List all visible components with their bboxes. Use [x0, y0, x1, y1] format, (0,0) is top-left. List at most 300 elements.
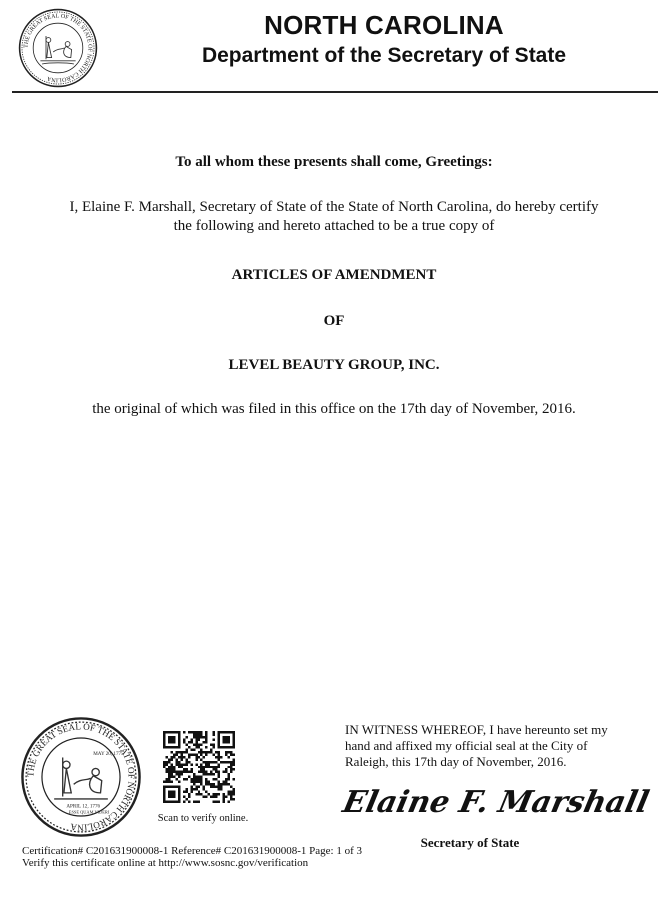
qr-module: [190, 786, 192, 788]
qr-module: [210, 743, 212, 745]
qr-module: [183, 756, 185, 758]
qr-module: [183, 796, 185, 798]
qr-module: [223, 796, 225, 798]
qr-module: [175, 771, 177, 773]
qr-module: [178, 773, 180, 775]
qr-module: [225, 768, 227, 770]
page-title: NORTH CAROLINA: [264, 10, 504, 40]
qr-module: [205, 731, 207, 733]
qr-module: [223, 781, 225, 783]
qr-module: [228, 783, 230, 785]
qr-module: [173, 766, 175, 768]
qr-module: [225, 783, 227, 785]
qr-module: [205, 791, 207, 793]
qr-module: [205, 736, 207, 738]
qr-module: [175, 778, 177, 780]
qr-module: [213, 766, 215, 768]
qr-module: [198, 791, 200, 793]
qr-module: [178, 801, 180, 803]
qr-module: [198, 771, 200, 773]
qr-module: [230, 768, 232, 770]
state-seal-icon: [20, 716, 142, 838]
qr-module: [180, 763, 182, 765]
qr-module: [170, 736, 172, 738]
qr-module: [233, 733, 235, 735]
qr-module: [218, 731, 220, 733]
signature: [339, 776, 652, 824]
qr-module: [188, 776, 190, 778]
qr-module: [168, 781, 170, 783]
qr-module: [223, 736, 225, 738]
qr-module: [208, 766, 210, 768]
qr-module: [175, 751, 177, 753]
qr-module: [200, 736, 202, 738]
qr-module: [193, 783, 195, 785]
qr-module: [230, 766, 232, 768]
qr-module: [195, 736, 197, 738]
qr-module: [200, 753, 202, 755]
qr-module: [185, 771, 187, 773]
qr-module: [168, 771, 170, 773]
qr-module: [213, 778, 215, 780]
witness-statement: [345, 722, 645, 770]
qr-module: [178, 796, 180, 798]
entity-name: LEVEL BEAUTY GROUP, INC.: [228, 357, 440, 373]
qr-module: [210, 796, 212, 798]
qr-module: [218, 766, 220, 768]
qr-module: [178, 743, 180, 745]
qr-module: [195, 788, 197, 790]
qr-module: [205, 761, 207, 763]
filed-line: the original of which was filed in this office on the 17th day of November, 2016.: [92, 401, 576, 417]
qr-module: [198, 743, 200, 745]
qr-module: [163, 798, 165, 800]
qr-module: [230, 763, 232, 765]
qr-module: [170, 756, 172, 758]
qr-module: [205, 738, 207, 740]
qr-module: [200, 733, 202, 735]
qr-module: [228, 761, 230, 763]
qr-module: [178, 738, 180, 740]
qr-module: [225, 731, 227, 733]
qr-module: [228, 766, 230, 768]
qr-module: [168, 738, 170, 740]
signature-text: Elaine F. Marshall: [339, 785, 652, 820]
qr-module: [170, 746, 172, 748]
qr-module: [233, 791, 235, 793]
qr-module: [198, 781, 200, 783]
qr-module: [233, 793, 235, 795]
qr-module: [225, 771, 227, 773]
qr-module: [228, 731, 230, 733]
document-type: ARTICLES OF AMENDMENT: [231, 267, 437, 283]
qr-module: [210, 783, 212, 785]
qr-module: [213, 738, 215, 740]
qr-module: [190, 731, 192, 733]
qr-module: [165, 801, 167, 803]
qr-module: [165, 763, 167, 765]
qr-module: [178, 736, 180, 738]
qr-module: [200, 751, 202, 753]
qr-module: [225, 778, 227, 780]
qr-module: [175, 758, 177, 760]
qr-module: [175, 753, 177, 755]
qr-module: [210, 771, 212, 773]
qr-module: [233, 788, 235, 790]
qr-module: [193, 788, 195, 790]
qr-module: [165, 771, 167, 773]
qr-module: [163, 763, 165, 765]
qr-module: [195, 746, 197, 748]
qr-module: [163, 738, 165, 740]
qr-module: [233, 738, 235, 740]
qr-module: [223, 731, 225, 733]
qr-module: [205, 781, 207, 783]
qr-module: [223, 801, 225, 803]
qr-module: [203, 786, 205, 788]
qr-module: [210, 786, 212, 788]
qr-module: [198, 736, 200, 738]
qr-module: [195, 776, 197, 778]
qr-module: [200, 768, 202, 770]
qr-code-icon[interactable]: [163, 731, 235, 803]
qr-module: [170, 763, 172, 765]
qr-module: [213, 753, 215, 755]
qr-module: [200, 781, 202, 783]
qr-module: [205, 733, 207, 735]
qr-module: [218, 753, 220, 755]
qr-module: [163, 786, 165, 788]
qr-module: [220, 756, 222, 758]
qr-module: [195, 778, 197, 780]
qr-module: [223, 738, 225, 740]
qr-module: [218, 786, 220, 788]
qr-module: [228, 791, 230, 793]
qr-module: [220, 788, 222, 790]
qr-module: [203, 736, 205, 738]
qr-module: [170, 731, 172, 733]
qr-module: [170, 776, 172, 778]
qr-module: [225, 746, 227, 748]
qr-module: [163, 796, 165, 798]
qr-module: [190, 748, 192, 750]
qr-module: [183, 731, 185, 733]
qr-module: [165, 731, 167, 733]
seal-ring-text: THE GREAT SEAL OF THE STATE OF NORTH CAROLINA: [25, 721, 137, 833]
qr-module: [183, 763, 185, 765]
qr-module: [208, 781, 210, 783]
qr-module: [230, 731, 232, 733]
qr-module: [208, 783, 210, 785]
qr-module: [173, 796, 175, 798]
qr-module: [228, 751, 230, 753]
qr-module: [163, 731, 165, 733]
greeting: To all whom these presents shall come, Greetings:: [175, 154, 493, 170]
qr-module: [165, 746, 167, 748]
qr-module: [198, 751, 200, 753]
qr-module: [183, 791, 185, 793]
qr-module: [173, 771, 175, 773]
qr-module: [190, 768, 192, 770]
qr-module: [230, 751, 232, 753]
qr-module: [178, 781, 180, 783]
qr-module: [185, 798, 187, 800]
qr-module: [188, 801, 190, 803]
qr-module: [200, 778, 202, 780]
qr-module: [200, 763, 202, 765]
qr-module: [190, 753, 192, 755]
scan-caption: Scan to verify online.: [157, 813, 249, 824]
qr-module: [193, 743, 195, 745]
qr-module: [163, 781, 165, 783]
qr-module: [180, 758, 182, 760]
qr-module: [203, 766, 205, 768]
qr-module: [218, 746, 220, 748]
qr-module: [213, 773, 215, 775]
qr-module: [168, 776, 170, 778]
qr-module: [178, 751, 180, 753]
qr-module: [233, 763, 235, 765]
qr-module: [180, 751, 182, 753]
qr-module: [233, 761, 235, 763]
qr-module: [223, 771, 225, 773]
qr-module: [188, 796, 190, 798]
qr-module: [195, 756, 197, 758]
qr-module: [213, 768, 215, 770]
qr-module: [218, 756, 220, 758]
signature-title: Secretary of State: [420, 835, 520, 850]
qr-module: [183, 741, 185, 743]
qr-module: [228, 801, 230, 803]
qr-module: [163, 788, 165, 790]
qr-module: [170, 751, 172, 753]
qr-module: [185, 791, 187, 793]
certification-number: Certification# C201631900008-1 Reference# C201631900008-1 Page: 1 of 3: [22, 845, 363, 857]
qr-module: [220, 783, 222, 785]
qr-module: [198, 738, 200, 740]
qr-module: [205, 753, 207, 755]
qr-module: [175, 731, 177, 733]
qr-module: [203, 773, 205, 775]
qr-module: [185, 778, 187, 780]
qr-module: [178, 791, 180, 793]
qr-module: [218, 783, 220, 785]
qr-module: [223, 798, 225, 800]
qr-module: [195, 741, 197, 743]
qr-module: [168, 736, 170, 738]
qr-module: [223, 741, 225, 743]
qr-module: [228, 793, 230, 795]
qr-module: [213, 786, 215, 788]
qr-module: [210, 748, 212, 750]
qr-module: [173, 741, 175, 743]
qr-module: [185, 751, 187, 753]
qr-module: [230, 796, 232, 798]
qr-module: [190, 771, 192, 773]
qr-module: [205, 778, 207, 780]
qr-module: [233, 778, 235, 780]
qr-module: [185, 768, 187, 770]
qr-module: [165, 778, 167, 780]
qr-module: [193, 731, 195, 733]
qr-module: [185, 761, 187, 763]
qr-module: [195, 758, 197, 760]
qr-module: [198, 766, 200, 768]
qr-module: [198, 801, 200, 803]
qr-module: [215, 756, 217, 758]
qr-module: [190, 791, 192, 793]
qr-module: [213, 796, 215, 798]
qr-module: [223, 783, 225, 785]
qr-module: [183, 778, 185, 780]
qr-module: [203, 788, 205, 790]
qr-module: [195, 786, 197, 788]
qr-module: [220, 761, 222, 763]
qr-module: [188, 731, 190, 733]
qr-module: [178, 793, 180, 795]
qr-module: [230, 771, 232, 773]
qr-module: [165, 781, 167, 783]
qr-module: [178, 776, 180, 778]
qr-module: [173, 793, 175, 795]
qr-module: [178, 771, 180, 773]
qr-module: [168, 796, 170, 798]
qr-module: [215, 768, 217, 770]
qr-module: [173, 746, 175, 748]
qr-module: [188, 756, 190, 758]
qr-module: [213, 783, 215, 785]
qr-module: [180, 766, 182, 768]
qr-module: [233, 753, 235, 755]
header-divider: [12, 91, 658, 93]
qr-module: [193, 753, 195, 755]
qr-module: [200, 743, 202, 745]
qr-module: [218, 763, 220, 765]
qr-module: [183, 801, 185, 803]
qr-module: [193, 801, 195, 803]
qr-module: [225, 753, 227, 755]
qr-module: [163, 733, 165, 735]
qr-module: [183, 738, 185, 740]
qr-module: [173, 786, 175, 788]
qr-module: [208, 751, 210, 753]
qr-module: [215, 766, 217, 768]
qr-module: [200, 766, 202, 768]
qr-module: [203, 761, 205, 763]
qr-module: [198, 778, 200, 780]
qr-module: [163, 736, 165, 738]
seal-motto: ESSE QUAM VIDERI: [68, 809, 110, 815]
qr-module: [173, 791, 175, 793]
qr-module: [218, 738, 220, 740]
qr-module: [170, 758, 172, 760]
witness-line-1: IN WITNESS WHEREOF, I have hereunto set my: [345, 722, 608, 737]
qr-module: [233, 768, 235, 770]
qr-module: [195, 801, 197, 803]
qr-module: [200, 758, 202, 760]
qr-module: [188, 753, 190, 755]
qr-module: [185, 748, 187, 750]
qr-module: [225, 781, 227, 783]
qr-module: [225, 738, 227, 740]
qr-module: [180, 753, 182, 755]
qr-module: [185, 788, 187, 790]
qr-module: [198, 786, 200, 788]
qr-module: [233, 746, 235, 748]
qr-module: [213, 733, 215, 735]
qr-module: [170, 766, 172, 768]
qr-module: [215, 786, 217, 788]
letterhead: [0, 0, 668, 94]
qr-module: [210, 751, 212, 753]
qr-module: [218, 773, 220, 775]
qr-module: [170, 781, 172, 783]
qr-module: [175, 773, 177, 775]
qr-module: [163, 793, 165, 795]
qr-module: [220, 731, 222, 733]
qr-module: [165, 756, 167, 758]
qr-module: [173, 776, 175, 778]
qr-module: [223, 746, 225, 748]
qr-module: [205, 771, 207, 773]
qr-module: [215, 801, 217, 803]
qr-module: [193, 773, 195, 775]
qr-module: [193, 776, 195, 778]
qr-module: [220, 746, 222, 748]
qr-module: [168, 758, 170, 760]
qr-module: [233, 741, 235, 743]
qr-module: [218, 758, 220, 760]
qr-module: [183, 768, 185, 770]
qr-module: [163, 801, 165, 803]
qr-module: [163, 746, 165, 748]
qr-module: [218, 751, 220, 753]
qr-module: [173, 801, 175, 803]
qr-module: [218, 741, 220, 743]
document-of: OF: [323, 313, 345, 329]
qr-module: [218, 743, 220, 745]
qr-module: [205, 766, 207, 768]
qr-module: [175, 761, 177, 763]
seal-ring-text: THE GREAT SEAL OF THE STATE OF NORTH CAROLINA: [23, 13, 93, 83]
qr-module: [170, 773, 172, 775]
qr-module: [178, 741, 180, 743]
qr-module: [190, 741, 192, 743]
qr-module: [225, 741, 227, 743]
qr-module: [185, 743, 187, 745]
qr-module: [178, 788, 180, 790]
qr-module: [230, 798, 232, 800]
qr-module: [195, 743, 197, 745]
qr-module: [195, 793, 197, 795]
qr-module: [195, 781, 197, 783]
qr-module: [228, 756, 230, 758]
qr-module: [175, 763, 177, 765]
qr-module: [163, 741, 165, 743]
qr-module: [205, 773, 207, 775]
qr-module: [210, 773, 212, 775]
qr-module: [168, 746, 170, 748]
qr-module: [193, 778, 195, 780]
qr-module: [195, 731, 197, 733]
qr-module: [170, 741, 172, 743]
qr-module: [178, 766, 180, 768]
qr-module: [188, 746, 190, 748]
qr-module: [188, 761, 190, 763]
qr-module: [215, 771, 217, 773]
qr-module: [170, 793, 172, 795]
qr-module: [195, 738, 197, 740]
